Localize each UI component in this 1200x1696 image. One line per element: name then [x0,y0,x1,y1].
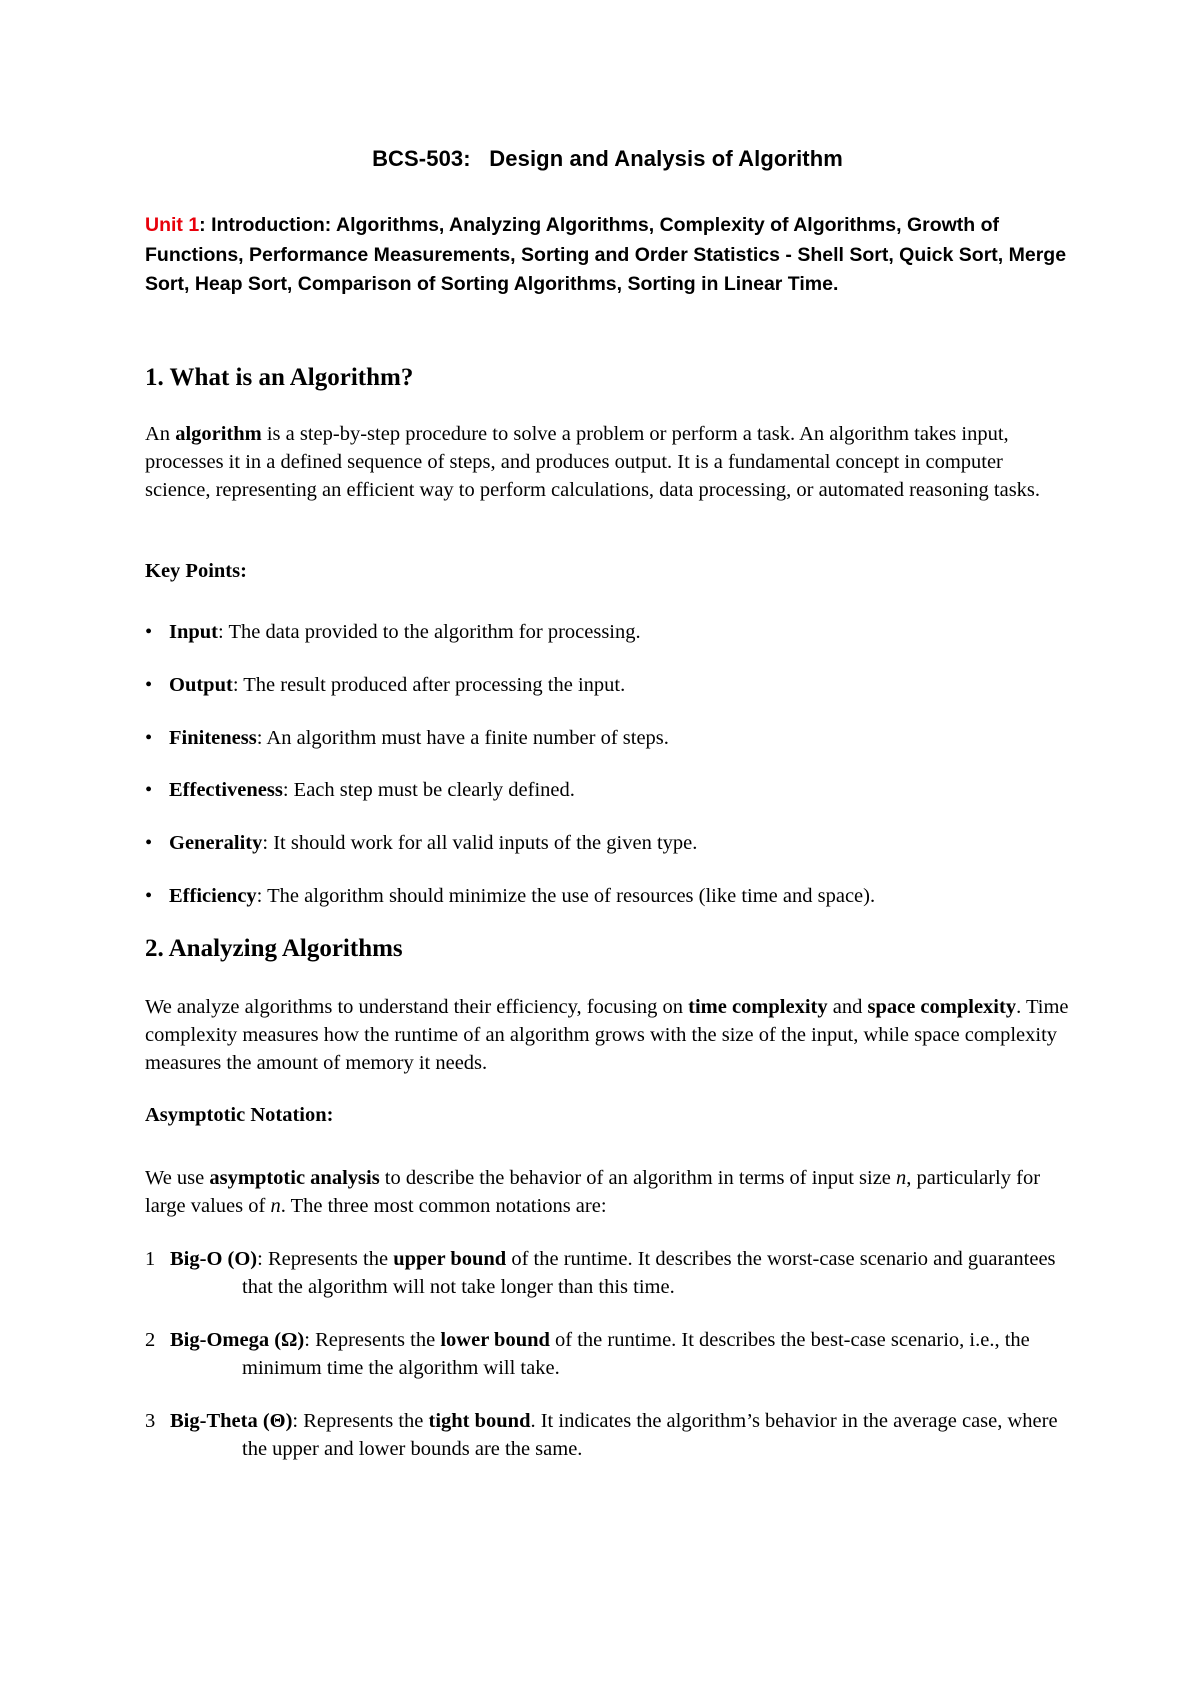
notation-text: : Represents the [257,1248,394,1270]
key-point-desc: : Each step must be clearly defined. [282,779,575,802]
notation-body [170,1245,1070,1301]
list-item [145,724,1070,777]
para-text: An [145,423,176,445]
para-text: We use [145,1167,210,1189]
key-point-desc: : The data provided to the algorithm for processing. [218,621,641,643]
key-points-heading: Key Points: [145,560,247,582]
bullet-icon: • [145,621,153,643]
section-1-heading: 1. What is an Algorithm? [145,364,414,391]
notation-text: : Represents the [304,1329,441,1351]
key-point-term: Output [169,673,233,696]
key-point-desc: : It should work for all valid inputs of the given type. [262,832,698,855]
asymptotic-paragraph [145,1164,1070,1220]
bullet-icon: • [145,884,153,907]
list-item [145,1326,1070,1407]
key-point-term: Effectiveness [169,779,283,802]
notations-list [145,1245,1070,1488]
para-text: , particularly for large values of [145,1167,1041,1217]
para-text: is a step-by-step procedure to solve a problem or perform a task. An algorithm takes input, processes it in a defined sequence of steps, and produces output. It is a fundamental concept in computer science, representing an efficient way to perform calculations, data processing, or automated reasoning tasks. [145,423,1041,501]
list-item [145,1407,1070,1488]
notation-name: Big-O (O) [170,1248,258,1270]
notation-text: of the runtime. It describes the worst-case scenario and guarantees that the algorithm will not take longer than this time. [242,1248,1056,1298]
section-2-heading: 2. Analyzing Algorithms [145,935,403,962]
key-point-term: Input [169,621,219,643]
key-point-desc: : An algorithm must have a finite number of steps. [256,726,669,749]
notation-name: Big-Theta (Θ) [170,1410,293,1432]
para-bold-term: time complexity [688,996,828,1018]
notation-text: of the runtime. It describes the best-case scenario, i.e., the minimum time the algorithm will take. [242,1329,1030,1379]
list-number: 1 [145,1248,156,1270]
para-text: . The three most common notations are: [280,1195,607,1217]
list-item [145,829,1070,882]
list-item [145,776,1070,829]
notation-bound: tight bound [428,1410,531,1432]
key-points-list [145,618,1070,935]
unit-syllabus-text: : Introduction: Algorithms, Analyzing Algorithms, Complexity of Algorithms, Growth of Functions, Performance Measurements, Sorting and Order Statistics - Shell Sort, Quick Sort, Merge Sort, Heap Sort, Comparison of Sorting Algorithms, Sorting in Linear Time. [145,214,1067,295]
notation-text: : Represents the [292,1410,429,1432]
para-text: We analyze algorithms to understand their efficiency, focusing on [145,996,689,1018]
document-title: BCS-503: Design and Analysis of Algorithm [372,146,843,171]
list-item [145,618,1070,671]
bullet-icon: • [145,673,153,696]
key-point-term: Efficiency [169,884,257,907]
bullet-icon: • [145,726,153,749]
para-text: to describe the behavior of an algorithm in terms of input size [379,1167,897,1189]
list-item [145,882,1070,935]
math-variable: n [896,1167,907,1189]
notation-name: Big-Omega (Ω) [170,1329,305,1351]
key-point-term: Generality [169,832,263,855]
key-point-term: Finiteness [169,726,257,749]
list-item [145,1245,1070,1326]
key-point-desc: : The result produced after processing the input. [232,673,626,696]
section-2-paragraph [145,993,1070,1077]
math-variable: n [270,1195,281,1217]
para-text: . Time complexity measures how the runtime of an algorithm grows with the size of the input, while space complexity measures the amount of memory it needs. [145,996,1069,1074]
list-item [145,671,1070,724]
notation-text: . It indicates the algorithm’s behavior in the average case, where the upper and lower bounds are the same. [242,1410,1058,1460]
notation-bound: upper bound [393,1248,507,1270]
para-bold-term: asymptotic analysis [209,1167,380,1189]
section-1-paragraph [145,420,1070,504]
list-number: 2 [145,1329,156,1351]
asymptotic-notation-heading: Asymptotic Notation: [145,1104,334,1126]
notation-body [170,1326,1070,1382]
bullet-icon: • [145,832,153,855]
bullet-icon: • [145,779,153,802]
para-bold-term: space complexity [867,996,1017,1018]
para-text: and [827,996,868,1018]
notation-bound: lower bound [440,1329,550,1351]
notation-body [170,1407,1070,1463]
list-number: 3 [145,1410,156,1432]
unit-syllabus [145,211,1070,300]
unit-label: Unit 1 [145,214,200,236]
key-point-desc: : The algorithm should minimize the use of resources (like time and space). [256,884,876,907]
para-bold-term: algorithm [175,423,262,445]
